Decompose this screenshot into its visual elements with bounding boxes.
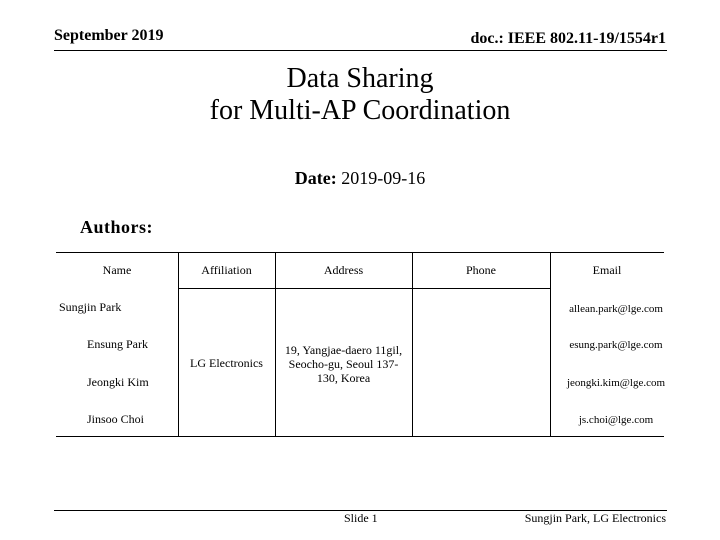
table-header-affiliation: Affiliation [201, 263, 252, 277]
table-header-divider [178, 288, 550, 289]
table-col-divider-1 [178, 252, 179, 436]
author-address: 19, Yangjae-daero 11gil, Seocho-gu, Seoul 137-130, Korea [284, 343, 403, 385]
date-line [0, 168, 720, 189]
table-border-top [56, 252, 664, 253]
author-email[interactable]: jeongki.kim@lge.com [566, 377, 666, 389]
table-border-bottom [56, 436, 664, 437]
table-col-divider-2 [275, 252, 276, 436]
author-email[interactable]: esung.park@lge.com [569, 339, 663, 351]
footer-author: Sungjin Park, LG Electronics [524, 511, 666, 525]
slide-title [0, 63, 720, 127]
header-doc-id: doc.: IEEE 802.11-19/1554r1 [470, 30, 666, 47]
header-divider [54, 50, 667, 51]
slide-number: Slide 1 [344, 511, 378, 525]
author-name: Ensung Park [87, 337, 148, 351]
header-date: September 2019 [54, 27, 164, 44]
title-line-1: Data Sharing [286, 63, 434, 94]
author-name: Jeongki Kim [87, 375, 149, 389]
authors-table [56, 252, 664, 436]
author-name: Jinsoo Choi [87, 412, 145, 426]
author-email[interactable]: js.choi@lge.com [578, 414, 654, 426]
date-label: Date: [294, 168, 337, 188]
author-name: Sungjin Park [59, 300, 122, 314]
table-header-phone: Phone [466, 263, 496, 277]
table-header-email: Email [592, 263, 622, 277]
table-col-divider-3 [412, 252, 413, 436]
table-header-name: Name [102, 263, 132, 277]
date-value: 2019-09-16 [341, 168, 426, 188]
author-affiliation: LG Electronics [190, 356, 263, 370]
title-line-2: for Multi-AP Coordination [209, 95, 511, 126]
table-header-address: Address [323, 263, 364, 277]
author-email[interactable]: allean.park@lge.com [569, 303, 663, 315]
authors-label: Authors: [80, 217, 154, 237]
